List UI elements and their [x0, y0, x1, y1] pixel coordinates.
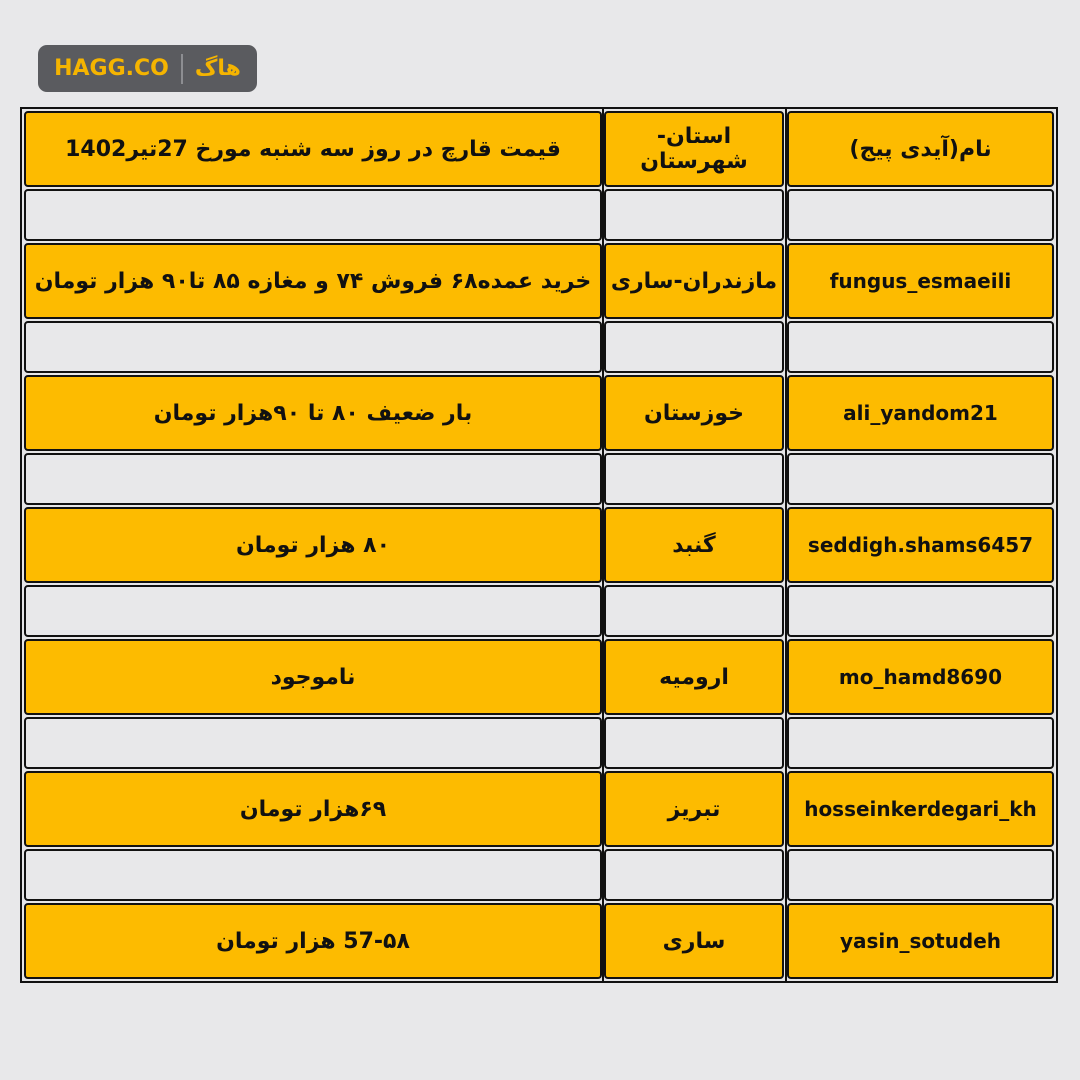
spacer-cell	[24, 585, 602, 637]
price-cell: خرید عمده۶۸ فروش ۷۴ و مغازه ۸۵ تا۹۰ هزار تومان	[24, 243, 602, 319]
name-cell: fungus_esmaeili	[787, 243, 1054, 319]
price-cell: ۶۹هزار تومان	[24, 771, 602, 847]
location-cell: ارومیه	[604, 639, 784, 715]
brand-separator	[181, 54, 183, 84]
name-cell: seddigh.shams6457	[787, 507, 1054, 583]
spacer-cell	[24, 453, 602, 505]
brand-logo	[38, 45, 257, 92]
spacer-cell	[604, 585, 784, 637]
spacer-cell	[604, 189, 784, 241]
spacer-cell	[787, 849, 1054, 901]
spacer-cell	[787, 717, 1054, 769]
spacer-cell	[24, 849, 602, 901]
spacer-cell	[787, 321, 1054, 373]
name-cell: hosseinkerdegari_kh	[787, 771, 1054, 847]
spacer-cell	[604, 849, 784, 901]
spacer-cell	[24, 717, 602, 769]
price-cell: ۸۰ هزار تومان	[24, 507, 602, 583]
spacer-cell	[787, 585, 1054, 637]
name-cell: ali_yandom21	[787, 375, 1054, 451]
location-cell: تبریز	[604, 771, 784, 847]
price-cell: 57-۵۸ هزار تومان	[24, 903, 602, 979]
spacer-cell	[787, 453, 1054, 505]
brand-latin: HAGG.CO	[54, 56, 169, 81]
brand-persian: هاگ	[194, 56, 241, 81]
spacer-cell	[787, 189, 1054, 241]
location-cell: گنبد	[604, 507, 784, 583]
price-cell: ناموجود	[24, 639, 602, 715]
header-name: نام(آیدی پیج)	[787, 111, 1054, 187]
location-cell: خوزستان	[604, 375, 784, 451]
spacer-cell	[604, 321, 784, 373]
spacer-cell	[604, 717, 784, 769]
name-cell: yasin_sotudeh	[787, 903, 1054, 979]
name-cell: mo_hamd8690	[787, 639, 1054, 715]
header-location: استان-شهرستان	[604, 111, 784, 187]
spacer-cell	[604, 453, 784, 505]
location-cell: ساری	[604, 903, 784, 979]
spacer-cell	[24, 321, 602, 373]
location-cell: مازندران-ساری	[604, 243, 784, 319]
price-cell: بار ضعیف ۸۰ تا ۹۰هزار تومان	[24, 375, 602, 451]
price-table	[20, 107, 1058, 983]
spacer-cell	[24, 189, 602, 241]
header-price: قیمت قارچ در روز سه شنبه مورخ 27تیر1402	[24, 111, 602, 187]
